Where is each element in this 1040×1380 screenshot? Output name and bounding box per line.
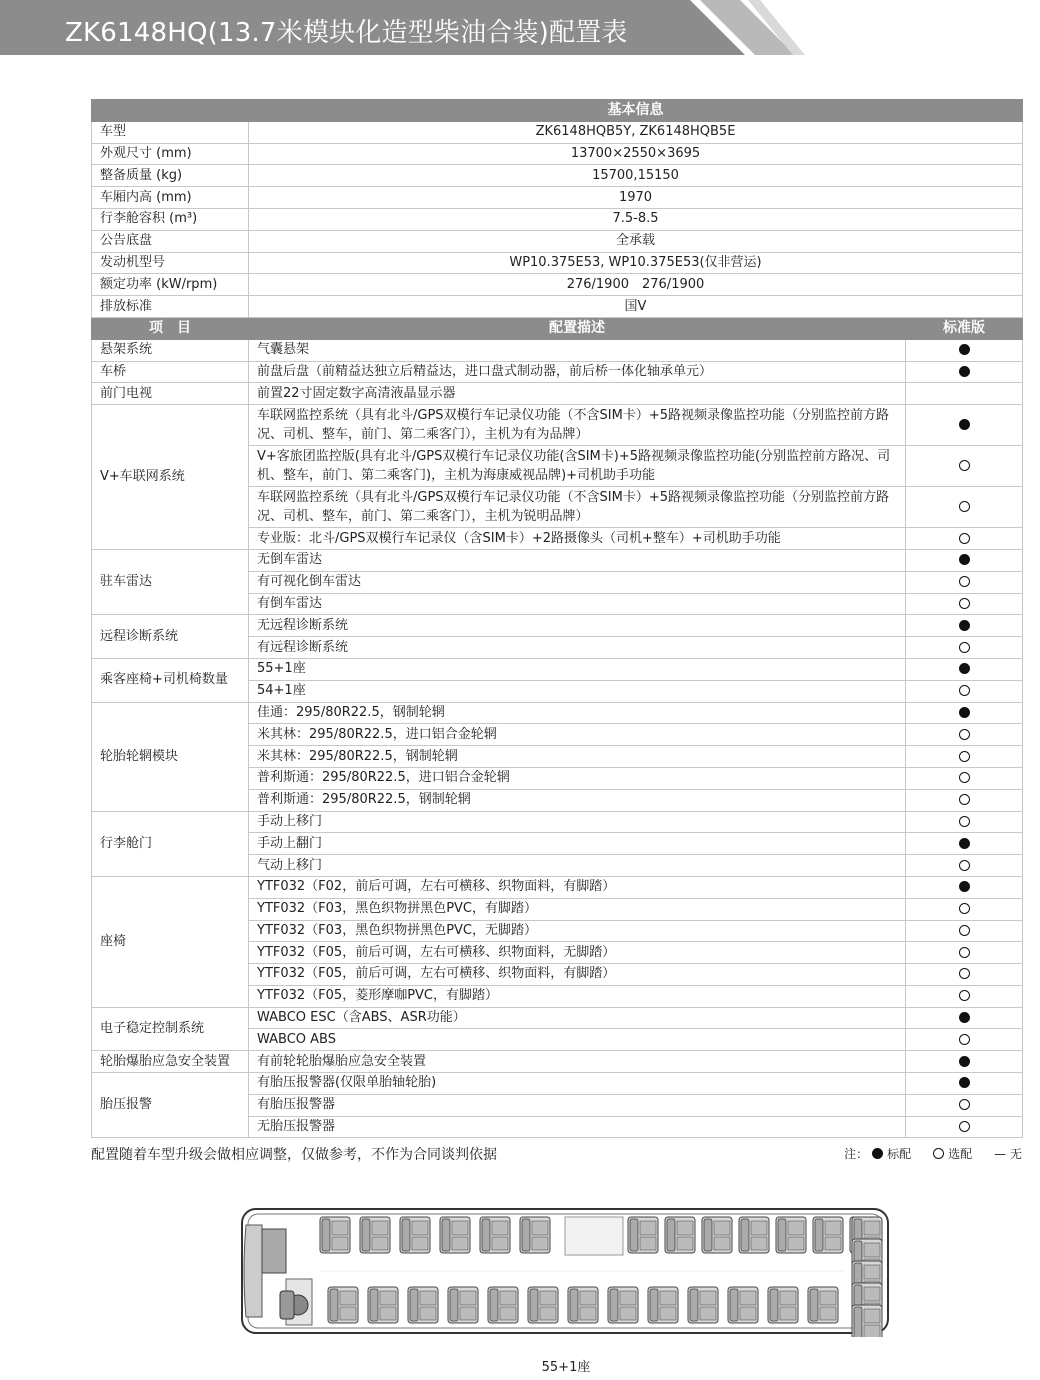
passenger-seat (408, 1287, 438, 1323)
config-group-name: 电子稳定控制系统 (92, 1007, 249, 1051)
basic-info-label: 行李舱容积 (m³) (92, 208, 249, 230)
config-desc: 有倒车雷达 (249, 593, 906, 615)
config-desc: 有前轮轮胎爆胎应急安全装置 (249, 1051, 906, 1073)
config-table (91, 99, 1023, 1138)
config-mark (906, 702, 1023, 724)
open-circle-icon (959, 1121, 970, 1132)
open-circle-icon (959, 729, 970, 740)
basic-info-row (92, 274, 1023, 296)
section-basic-info (92, 100, 1023, 122)
config-desc: YTF032（F05，前后可调，左右可横移、织物面料，无脚踏） (249, 942, 906, 964)
open-circle-icon (959, 816, 970, 827)
open-circle-icon (959, 642, 970, 653)
open-circle-icon (933, 1148, 944, 1159)
legend-standard: 标配 (887, 1147, 912, 1161)
config-desc: 有远程诊断系统 (249, 637, 906, 659)
config-group-name: 胎压报警 (92, 1073, 249, 1138)
config-mark (906, 658, 1023, 680)
config-mark (906, 528, 1023, 550)
open-circle-icon (959, 533, 970, 544)
config-row (92, 658, 1023, 680)
config-desc: 车联网监控系统（具有北斗/GPS双模行车记录仪功能（不含SIM卡）+5路视频录像监控功能（分别监控前方路况、司机、整车，前门、第二乘客门），主机为锐明品牌） (249, 487, 906, 528)
open-circle-icon (959, 903, 970, 914)
passenger-seat (813, 1217, 843, 1253)
passenger-seat (328, 1287, 358, 1323)
config-group-name: 轮胎爆胎应急安全装置 (92, 1051, 249, 1073)
config-row (92, 405, 1023, 446)
config-mark (906, 383, 1023, 405)
config-desc: YTF032（F05，菱形摩咖PVC，有脚踏） (249, 985, 906, 1007)
basic-info-value: 国V (249, 296, 1023, 318)
config-mark (906, 811, 1023, 833)
config-row (92, 339, 1023, 361)
passenger-seat (488, 1287, 518, 1323)
driver-seat (280, 1291, 294, 1319)
config-desc: 手动上翻门 (249, 833, 906, 855)
config-desc: 米其林：295/80R22.5，进口铝合金轮辋 (249, 724, 906, 746)
legend-optional: 选配 (948, 1147, 973, 1161)
config-mark (906, 487, 1023, 528)
config-desc: YTF032（F03，黑色织物拼黑色PVC，无脚踏） (249, 920, 906, 942)
legend-none: — 无 (994, 1147, 1022, 1161)
passenger-seat (400, 1217, 430, 1253)
config-mark (906, 571, 1023, 593)
config-row (92, 1073, 1023, 1095)
basic-info-value: ZK6148HQB5Y, ZK6148HQB5E (249, 121, 1023, 143)
config-mark (906, 637, 1023, 659)
open-circle-icon (959, 1034, 970, 1045)
config-row (92, 811, 1023, 833)
basic-info-value: WP10.375E53, WP10.375E53(仅非营运) (249, 252, 1023, 274)
passenger-seat (368, 1287, 398, 1323)
config-mark (906, 833, 1023, 855)
config-group-name: 远程诊断系统 (92, 615, 249, 659)
config-mark (906, 920, 1023, 942)
basic-info-row (92, 208, 1023, 230)
config-mark (906, 615, 1023, 637)
open-circle-icon (959, 1099, 970, 1110)
col-header-item: 项 目 (92, 317, 249, 339)
filled-circle-icon (959, 554, 970, 565)
open-circle-icon (959, 751, 970, 762)
seat-layout-diagram (240, 1205, 892, 1337)
config-desc: 专业版：北斗/GPS双模行车记录仪（含SIM卡）+2路摄像头（司机+整车）+司机助手功能 (249, 528, 906, 550)
basic-info-label: 排放标准 (92, 296, 249, 318)
config-mark (906, 942, 1023, 964)
config-desc: V+客旅团监控版(具有北斗/GPS双模行车记录仪功能(含SIM卡)+5路视频录像监控功能(分别监控前方路况、司机、整车，前门、第二乘客门)，主机为海康威视品牌)+司机助手功能 (249, 446, 906, 487)
config-mark (906, 1007, 1023, 1029)
config-group-name: 轮胎轮辋模块 (92, 702, 249, 811)
config-row (92, 615, 1023, 637)
config-mark (906, 549, 1023, 571)
config-desc: 米其林：295/80R22.5，钢制轮辋 (249, 746, 906, 768)
basic-info-value: 276/1900 276/1900 (249, 274, 1023, 296)
open-circle-icon (959, 990, 970, 1001)
filled-circle-icon (959, 1012, 970, 1023)
open-circle-icon (959, 860, 970, 871)
config-mark (906, 339, 1023, 361)
filled-circle-icon (959, 620, 970, 631)
passenger-seat (628, 1217, 658, 1253)
passenger-seat (648, 1287, 678, 1323)
col-header-std: 标准版 (906, 317, 1023, 339)
basic-info-row (92, 165, 1023, 187)
page-title: ZK6148HQ(13.7米模块化造型柴油合装)配置表 (65, 18, 628, 48)
col-header-desc: 配置描述 (249, 317, 906, 339)
basic-info-row (92, 252, 1023, 274)
filled-circle-icon (959, 707, 970, 718)
config-mark (906, 724, 1023, 746)
config-desc: WABCO ABS (249, 1029, 906, 1051)
config-desc: 无远程诊断系统 (249, 615, 906, 637)
passenger-seat (568, 1287, 598, 1323)
config-desc: 车联网监控系统（具有北斗/GPS双模行车记录仪功能（不含SIM卡）+5路视频录像监控功能（分别监控前方路况、司机、整车，前门、第二乘客门），主机为有为品牌） (249, 405, 906, 446)
config-row (92, 1051, 1023, 1073)
basic-info-row (92, 230, 1023, 252)
config-row (92, 876, 1023, 898)
filled-circle-icon (959, 1077, 970, 1088)
open-circle-icon (959, 501, 970, 512)
basic-info-label: 额定功率 (kW/rpm) (92, 274, 249, 296)
config-mark (906, 1029, 1023, 1051)
config-desc: 普利斯通：295/80R22.5，钢制轮辋 (249, 789, 906, 811)
disclaimer-note: 配置随着车型升级会做相应调整，仅做参考，不作为合同谈判依据 (91, 1147, 497, 1163)
passenger-seat (320, 1217, 350, 1253)
dashboard (262, 1229, 286, 1273)
config-mark (906, 1051, 1023, 1073)
section-blank-cell (92, 100, 249, 122)
basic-info-label: 车型 (92, 121, 249, 143)
filled-circle-icon (959, 366, 970, 377)
config-desc: 54+1座 (249, 680, 906, 702)
config-mark (906, 361, 1023, 383)
legend (844, 1145, 1022, 1162)
passenger-seat (776, 1217, 806, 1253)
basic-info-label: 整备质量 (kg) (92, 165, 249, 187)
config-desc: 55+1座 (249, 658, 906, 680)
config-mark (906, 746, 1023, 768)
basic-info-value: 15700,15150 (249, 165, 1023, 187)
filled-circle-icon (959, 1056, 970, 1067)
open-circle-icon (959, 947, 970, 958)
config-mark (906, 898, 1023, 920)
config-desc: 无胎压报警器 (249, 1116, 906, 1138)
passenger-seat (480, 1217, 510, 1253)
basic-info-value: 全承载 (249, 230, 1023, 252)
filled-circle-icon (959, 663, 970, 674)
config-row (92, 361, 1023, 383)
legend-prefix: 注： (844, 1147, 869, 1161)
config-group-name: 行李舱门 (92, 811, 249, 876)
config-group-name: V+车联网系统 (92, 405, 249, 550)
basic-info-row (92, 121, 1023, 143)
basic-info-label: 公告底盘 (92, 230, 249, 252)
config-desc: 气动上移门 (249, 855, 906, 877)
open-circle-icon (959, 772, 970, 783)
open-circle-icon (959, 576, 970, 587)
config-desc: WABCO ESC（含ABS、ASR功能） (249, 1007, 906, 1029)
basic-info-value: 1970 (249, 187, 1023, 209)
config-mark (906, 446, 1023, 487)
config-desc: YTF032（F05，前后可调，左右可横移、织物面料，有脚踏） (249, 964, 906, 986)
config-mark (906, 789, 1023, 811)
passenger-seat (665, 1217, 695, 1253)
open-circle-icon (959, 460, 970, 471)
passenger-seat (520, 1217, 550, 1253)
basic-info-value: 13700×2550×3695 (249, 143, 1023, 165)
config-mark (906, 1094, 1023, 1116)
config-mark (906, 767, 1023, 789)
basic-info-row (92, 187, 1023, 209)
config-desc: 有可视化倒车雷达 (249, 571, 906, 593)
basic-info-label: 发动机型号 (92, 252, 249, 274)
config-row (92, 702, 1023, 724)
windshield (244, 1225, 262, 1317)
filled-circle-icon (959, 419, 970, 430)
passenger-seat (852, 1305, 882, 1337)
seat-layout-caption: 55+1座 (541, 1360, 591, 1375)
passenger-seat (808, 1287, 838, 1323)
config-mark (906, 1116, 1023, 1138)
config-desc: 有胎压报警器(仅限单胎轴轮胎) (249, 1073, 906, 1095)
passenger-seat (702, 1217, 732, 1253)
config-mark (906, 876, 1023, 898)
config-mark (906, 985, 1023, 1007)
config-desc: 有胎压报警器 (249, 1094, 906, 1116)
filled-circle-icon (872, 1148, 883, 1159)
config-group-name: 悬架系统 (92, 339, 249, 361)
passenger-seat (448, 1287, 478, 1323)
passenger-seat (739, 1217, 769, 1253)
config-desc: 手动上移门 (249, 811, 906, 833)
config-mark (906, 1073, 1023, 1095)
open-circle-icon (959, 685, 970, 696)
config-group-name: 座椅 (92, 876, 249, 1007)
config-row (92, 383, 1023, 405)
config-mark (906, 405, 1023, 446)
section-config-header (92, 317, 1023, 339)
passenger-seat (608, 1287, 638, 1323)
middle-door-area (565, 1217, 623, 1255)
config-mark (906, 855, 1023, 877)
config-desc: 气囊悬架 (249, 339, 906, 361)
config-desc: YTF032（F03，黑色织物拼黑色PVC，有脚踏） (249, 898, 906, 920)
basic-info-label: 外观尺寸 (mm) (92, 143, 249, 165)
config-desc: 前置22寸固定数字高清液晶显示器 (249, 383, 906, 405)
passenger-seat (728, 1287, 758, 1323)
section-title: 基本信息 (249, 100, 1023, 122)
config-row (92, 549, 1023, 571)
config-mark (906, 593, 1023, 615)
config-group-name: 前门电视 (92, 383, 249, 405)
open-circle-icon (959, 598, 970, 609)
open-circle-icon (959, 794, 970, 805)
passenger-seat (360, 1217, 390, 1253)
config-desc: 普利斯通：295/80R22.5，进口铝合金轮辋 (249, 767, 906, 789)
config-group-name: 乘客座椅+司机椅数量 (92, 658, 249, 702)
config-desc: 佳通：295/80R22.5，钢制轮辋 (249, 702, 906, 724)
config-group-name: 车桥 (92, 361, 249, 383)
passenger-seat (440, 1217, 470, 1253)
config-mark (906, 964, 1023, 986)
basic-info-label: 车厢内高 (mm) (92, 187, 249, 209)
config-group-name: 驻车雷达 (92, 549, 249, 614)
basic-info-row (92, 296, 1023, 318)
config-mark (906, 680, 1023, 702)
open-circle-icon (959, 968, 970, 979)
passenger-seat (768, 1287, 798, 1323)
filled-circle-icon (959, 838, 970, 849)
filled-circle-icon (959, 344, 970, 355)
config-desc: 前盘后盘（前精益达独立后精益达，进口盘式制动器，前后桥一体化轴承单元） (249, 361, 906, 383)
config-desc: 无倒车雷达 (249, 549, 906, 571)
passenger-seat (528, 1287, 558, 1323)
basic-info-value: 7.5-8.5 (249, 208, 1023, 230)
open-circle-icon (959, 925, 970, 936)
passenger-seat (688, 1287, 718, 1323)
filled-circle-icon (959, 881, 970, 892)
config-desc: YTF032（F02，前后可调，左右可横移、织物面料，有脚踏） (249, 876, 906, 898)
basic-info-row (92, 143, 1023, 165)
config-row (92, 1007, 1023, 1029)
